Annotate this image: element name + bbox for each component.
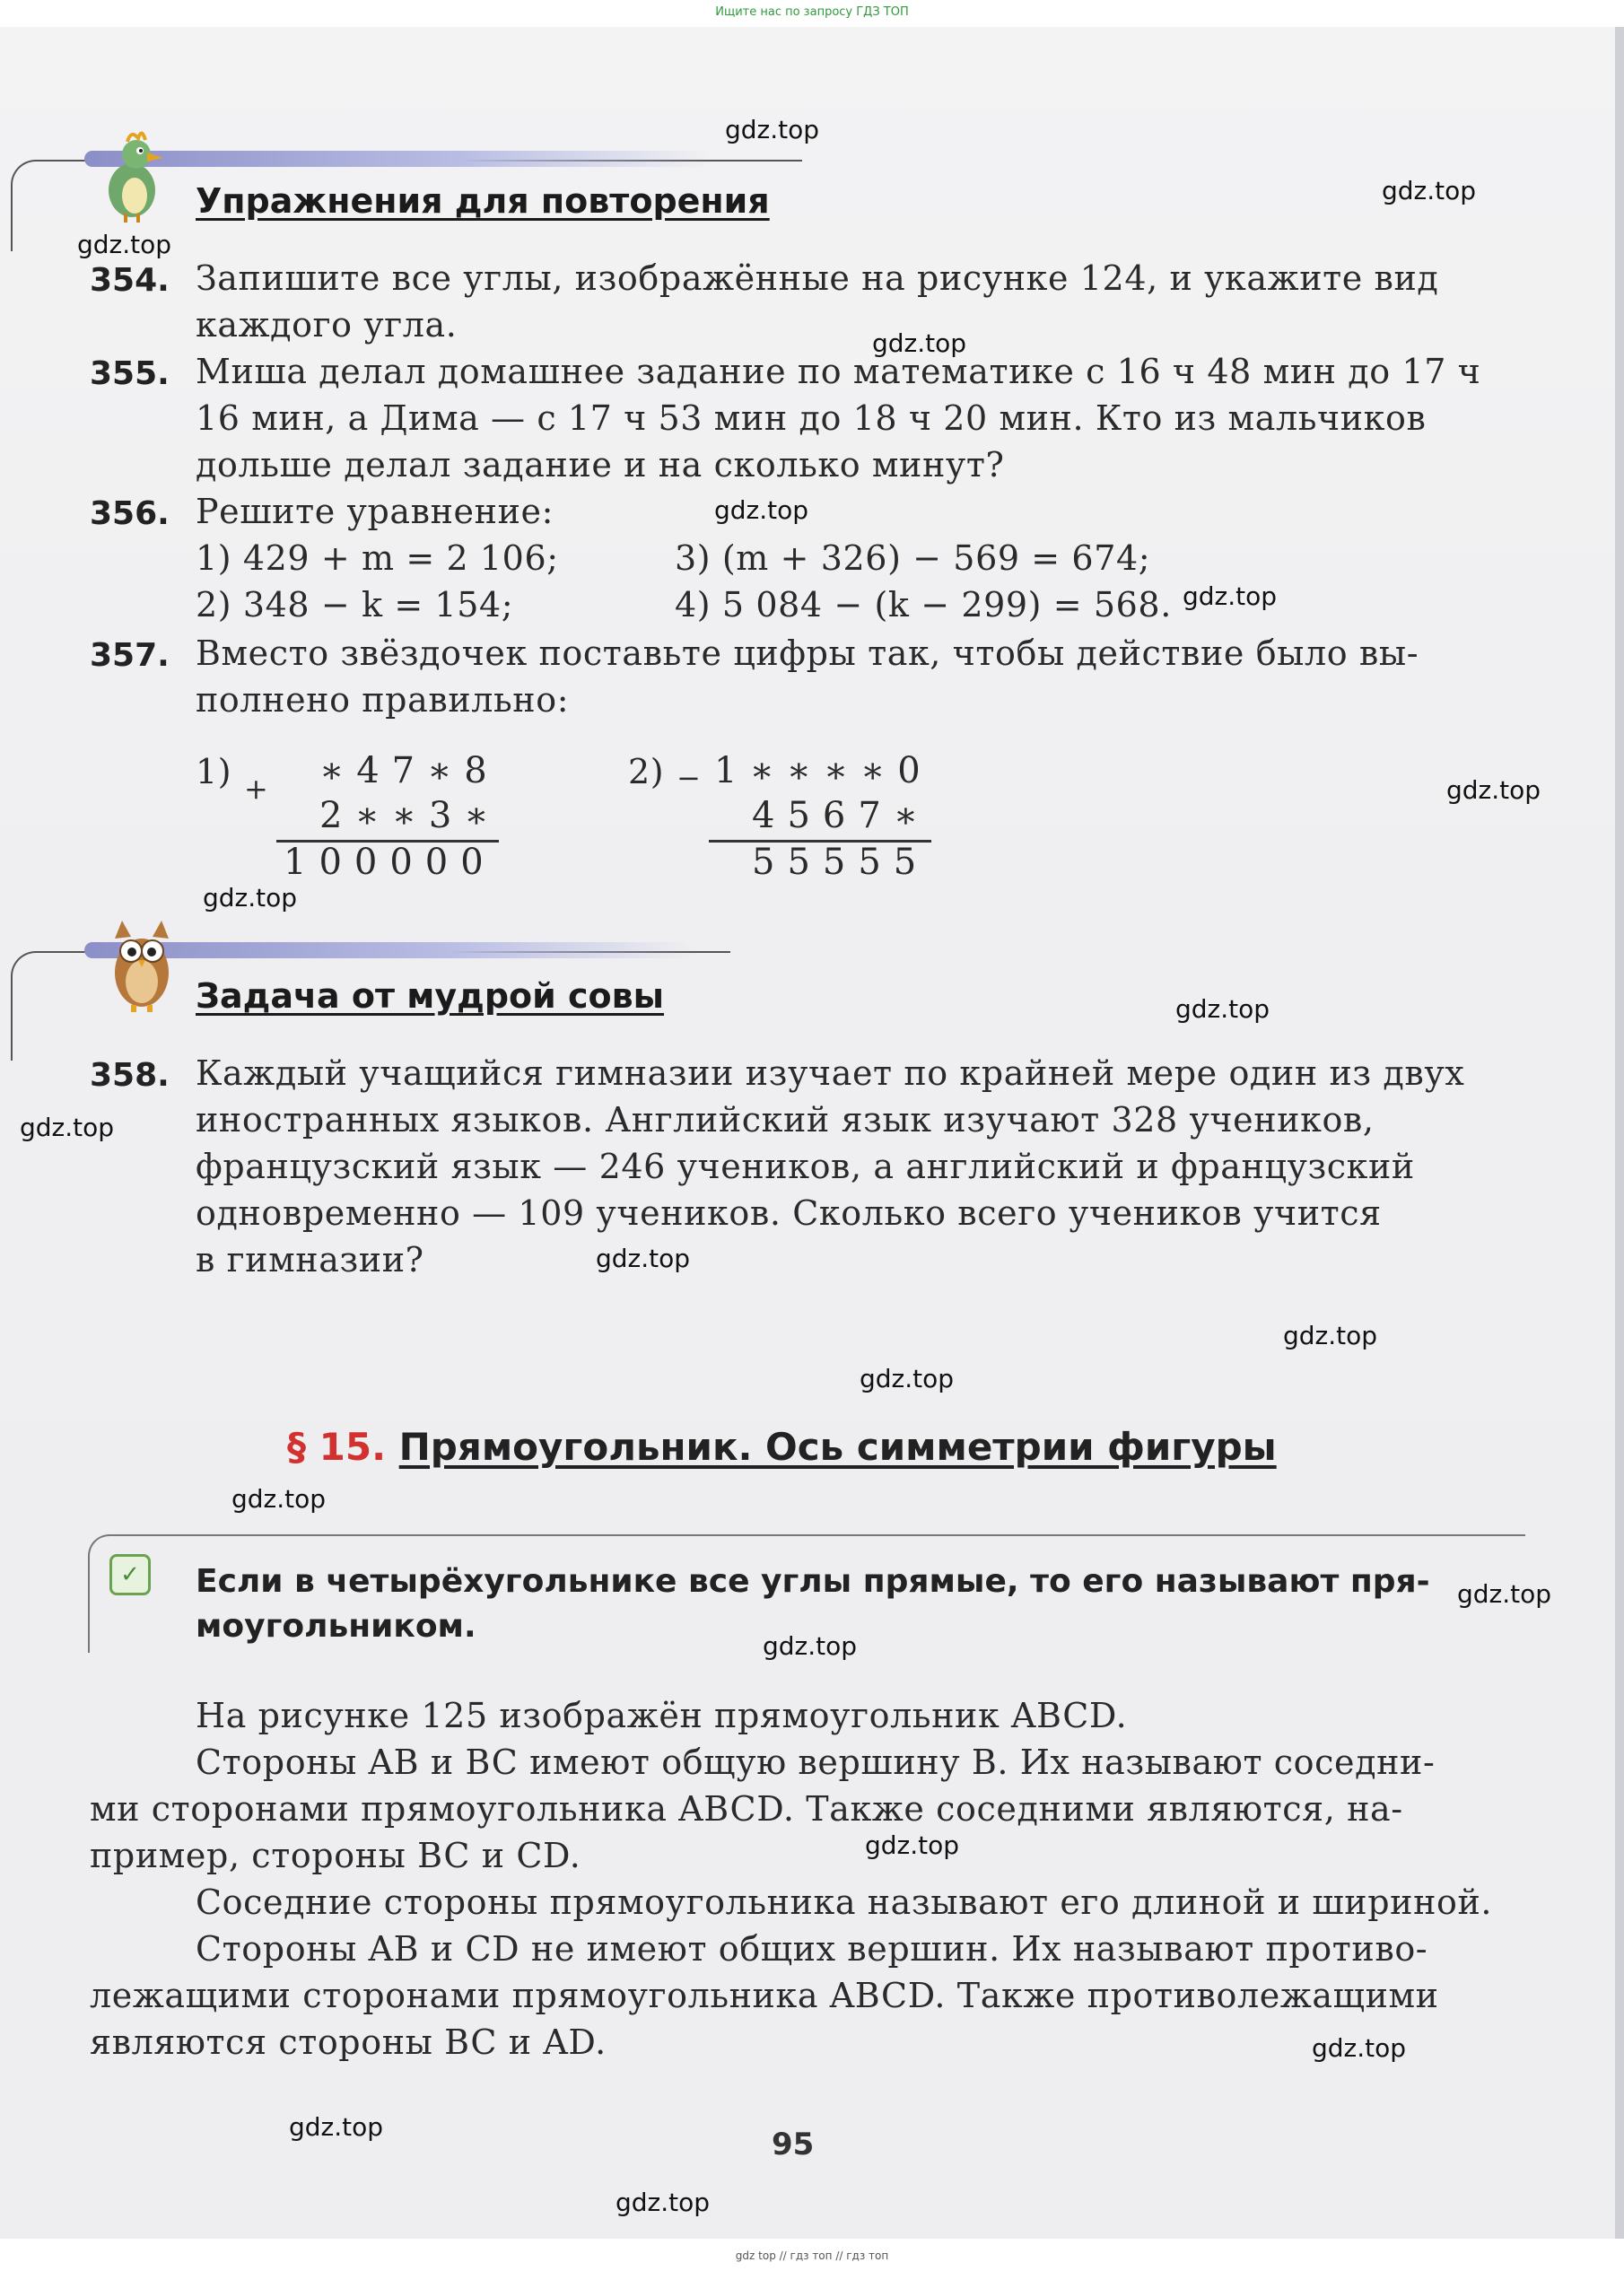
owl-icon: [106, 915, 178, 1014]
watermark: gdz.top: [872, 328, 967, 358]
subtraction-row-1: 1∗∗∗∗0: [714, 750, 933, 791]
textbook-page: [0, 27, 1624, 2239]
exercise-355-line-2: 16 мин, а Дима — с 17 ч 53 мин до 18 ч 20 мин. Кто из мальчиков: [196, 398, 1427, 438]
exercise-358-number: 358.: [90, 1057, 170, 1094]
definition-line-2: моугольником.: [196, 1608, 476, 1645]
review-section-bar: [84, 151, 712, 167]
exercise-356-lead: Решите уравнение:: [196, 492, 554, 531]
watermark: gdz.top: [1183, 581, 1278, 611]
bottom-banner: gdz top // гдз топ // гдз топ: [735, 2249, 889, 2262]
body-paragraph-2-line-2: ми сторонами прямоугольника ABCD. Также соседними являются, на-: [90, 1789, 1403, 1829]
exercise-357-line-1: Вместо звёздочек поставьте цифры так, чтобы действие было вы-: [196, 633, 1419, 673]
body-paragraph-4-line-2: лежащими сторонами прямоугольника ABCD. Также противолежащими: [90, 1976, 1439, 2015]
watermark: gdz.top: [596, 1244, 691, 1273]
top-banner: Ищите нас по запросу ГДЗ ТОП: [715, 5, 909, 19]
body-paragraph-2-line-3: пример, стороны BC и CD.: [90, 1836, 581, 1875]
exercise-354-line-1: Запишите все углы, изображённые на рисунке 124, и укажите вид: [196, 258, 1439, 298]
exercise-356-number: 356.: [90, 495, 170, 532]
addition-row-1: ∗47∗8: [319, 750, 500, 791]
exercise-358-line-5: в гимназии?: [196, 1240, 424, 1280]
addition-sign: +: [244, 772, 281, 806]
equation-2: 2) 348 − k = 154;: [196, 585, 514, 625]
paragraph-title: Прямоугольник. Ось симметрии фигуры: [398, 1425, 1277, 1469]
addition-row-2: 2∗∗3∗: [319, 795, 502, 836]
exercise-358-line-4: одновременно — 109 учеников. Сколько всего учеников учится: [196, 1193, 1382, 1233]
watermark: gdz.top: [1175, 994, 1270, 1024]
watermark: gdz.top: [1446, 775, 1541, 805]
exercise-355-line-1: Миша делал домашнее задание по математике с 16 ч 48 мин до 17 ч: [196, 352, 1481, 391]
watermark: gdz.top: [865, 1830, 960, 1860]
watermark: gdz.top: [1283, 1321, 1378, 1350]
subtraction-row-2: 4567∗: [752, 795, 930, 836]
watermark: gdz.top: [860, 1364, 955, 1393]
page-number: 95: [772, 2127, 815, 2162]
watermark: gdz.top: [203, 883, 298, 913]
watermark: gdz.top: [1457, 1579, 1552, 1609]
subtraction-label: 2): [628, 752, 665, 791]
exercise-355-number: 355.: [90, 355, 170, 392]
exercise-354-line-2: каждого угла.: [196, 305, 458, 345]
exercise-357-line-2: полнено правильно:: [196, 680, 570, 720]
watermark: gdz.top: [1312, 2033, 1407, 2063]
equation-3: 3) (m + 326) − 569 = 674;: [675, 538, 1151, 578]
subtraction-result: 55555: [752, 842, 930, 883]
addition-label: 1): [196, 752, 232, 791]
body-paragraph-2-line-1: Стороны AB и BC имеют общую вершину B. Их называют соседни-: [196, 1743, 1436, 1782]
paragraph-heading: [287, 1425, 1277, 1469]
exercise-357-number: 357.: [90, 637, 170, 674]
watermark: gdz.top: [289, 2112, 384, 2142]
exercise-358-line-3: французский язык — 246 учеников, а английский и французский: [196, 1147, 1415, 1186]
bird-icon: [92, 126, 172, 224]
exercise-354-number: 354.: [90, 262, 170, 299]
checkmark-icon: ✓: [109, 1554, 151, 1595]
watermark: gdz.top: [20, 1113, 115, 1142]
watermark: gdz.top: [763, 1631, 858, 1661]
body-paragraph-4-line-3: являются стороны BC и AD.: [90, 2022, 607, 2062]
watermark: gdz.top: [77, 230, 172, 259]
watermark: gdz.top: [231, 1484, 327, 1514]
paragraph-symbol: § 15.: [287, 1425, 387, 1469]
watermark: gdz.top: [714, 495, 809, 525]
subtraction-sign: −: [677, 761, 713, 795]
watermark: gdz.top: [616, 2188, 711, 2217]
owl-section-title: Задача от мудрой совы: [196, 976, 665, 1016]
addition-result: 100000: [284, 842, 496, 883]
equation-4: 4) 5 084 − (k − 299) = 568.: [675, 585, 1172, 625]
equation-1: 1) 429 + m = 2 106;: [196, 538, 559, 578]
body-paragraph-3: Соседние стороны прямоугольника называют его длиной и шириной.: [196, 1882, 1493, 1922]
body-paragraph-1: На рисунке 125 изображён прямоугольник ABCD.: [196, 1696, 1128, 1735]
definition-line-1: Если в четырёхугольнике все углы прямые, то его называют пря-: [196, 1563, 1430, 1600]
exercise-358-line-2: иностранных языков. Английский язык изучают 328 учеников,: [196, 1100, 1375, 1140]
exercise-355-line-3: дольше делал задание и на сколько минут?: [196, 445, 1005, 485]
review-section-title: Упражнения для повторения: [196, 181, 770, 221]
watermark: gdz.top: [1382, 176, 1477, 205]
exercise-358-line-1: Каждый учащийся гимназии изучает по крайней мере один из двух: [196, 1053, 1465, 1093]
watermark: gdz.top: [725, 115, 820, 144]
body-paragraph-4-line-1: Стороны AB и CD не имеют общих вершин. Их называют противо-: [196, 1929, 1428, 1969]
